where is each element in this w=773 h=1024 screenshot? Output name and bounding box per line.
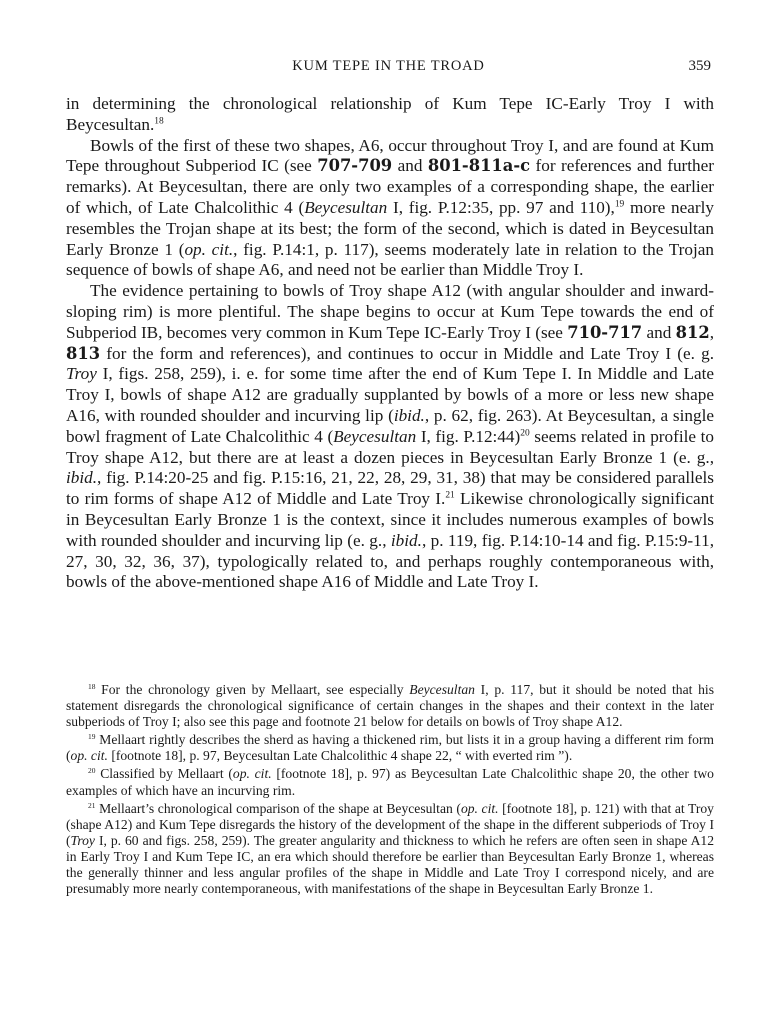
main-text (66, 94, 714, 593)
paragraph-3: The evidence pertaining to bowls of Troy shape A12 (with angular shoulder and inward-sloping rim) is more plentiful. The shape begins to occur at Kum Tepe towards the end of Subperiod IB, becomes very common in Kum Tepe IC-Early Troy I (see 710-717 and 812, 813 for the form and references), and continues to occur in Middle and Late Troy I (e. g. Troy I, figs. 258, 259), i. e. for some time after the end of Kum Tepe I. In Middle and Late Troy I, bowls of shape A12 are gradually supplanted by bowls of a more or less new shape A16, with rounded shoulder and incurving lip (ibid., p. 62, fig. 263). At Beycesultan, a single bowl fragment of Late Chalcolithic 4 (Beycesultan I, fig. P.12:44)$^{20}$ seems related in profile to Troy shape A12, but there are at least a dozen pieces in Beycesultan Early Bronze 1 (e. g., ibid., fig. P.14:20-25 and fig. P.15:16, 21, 22, 28, 29, 31, 38) that may be considered parallels to rim forms of shape A12 of Middle and Late Troy I.$^{21}$ Likewise chronologically significant in Beycesultan Early Bronze 1 is the context, since it includes numerous examples of bowls with rounded shoulder and incurving lip (e. g., ibid., p. 119, fig. P.14:10-14 and fig. P.15:9-11, 27, 30, 32, 36, 37), typologically related to, and perhaps roughly contemporaneous with, bowls of the above-mentioned shape A16 of Middle and Late Troy I. (66, 281, 715, 592)
footnote-20: $^{20}$ Classified by Mellaart (op. cit. [footnote 18], p. 97) as Beycesultan Late Chalcolithic shape 20, the other two examples of which have an incurving rim. (66, 766, 714, 798)
footnote-number: 20 (88, 766, 96, 776)
running-title: KUM TEPE IN THE TROAD (292, 58, 485, 74)
footnote-ref-18[interactable]: 18 (154, 116, 164, 127)
footnote-ref-21[interactable]: 21 (445, 490, 455, 501)
footnote-21: $^{21}$ Mellaart’s chronological comparison of the shape at Beycesultan (op. cit. [footnote 18], p. 121) with that at Troy (shape A12) and Kum Tepe disregards the history of the development of the shape in the different subperiods of Troy I (Troy I, p. 60 and figs. 258, 259). The greater angularity and thickness to which he refers are often seen in shape A12 in Early Troy I and Kum Tepe IC, an era which should therefore be earlier than Beycesultan Early Bronze 1, whereas the generally thinner and less angular profiles of the shape in Middle and Late Troy I correspond nicely, and are presumably more nearly contemporaneous, with manifestations of the shape in Beycesultan Early Bronze 1. (66, 800, 714, 897)
footnote-ref-20[interactable]: 20 (520, 428, 530, 439)
catalogue-ref: 801-811a-c (427, 156, 531, 176)
catalogue-ref: 813 (66, 343, 101, 363)
paragraph-1: in determining the chronological relationship of Kum Tepe IC-Early Troy I with Beycesultan.$^{18}$ (66, 94, 714, 134)
catalogue-ref: 710-717 (567, 322, 643, 342)
catalogue-ref: 812 (675, 322, 710, 342)
footnote-18: $^{18}$ For the chronology given by Mellaart, see especially Beycesultan I, p. 117, but it should be noted that his statement disregards the chronological significance of certain changes in the shapes and their context in the later subperiods of Troy I; also see this page and footnote 21 below for details on bowls of Troy shape A12. (66, 681, 714, 730)
footnote-number: 19 (88, 732, 96, 742)
footnotes (66, 682, 714, 897)
paragraph-2: Bowls of the first of these two shapes, A6, occur throughout Troy I, and are found at Kum Tepe throughout Subperiod IC (see 707-709 and 801-811a-c for references and further remarks). At Beycesultan, there are only two examples of a corresponding shape, the earlier of which, of Late Chalcolithic 4 (Beycesultan I, fig. P.12:35, pp. 97 and 110),$^{19}$ more nearly resembles the Trojan shape at its best; the form of the second, which is dated in Beycesultan Early Bronze 1 (op. cit., fig. P.14:1, p. 117), seems moderately late in relation to the Trojan sequence of bowls of shape A6, and need not be earlier than Middle Troy I. (66, 135, 715, 280)
running-header (66, 58, 711, 80)
footnote-number: 21 (88, 800, 96, 810)
footnote-19: $^{19}$ Mellaart rightly describes the sherd as having a thickened rim, but lists it in a group having a different rim form (op. cit. [footnote 18], p. 97, Beycesultan Late Chalcolithic 4 shape 22, “ with everted rim ”). (66, 732, 714, 764)
footnote-ref-19[interactable]: 19 (614, 199, 625, 210)
catalogue-ref: 707-709 (317, 156, 393, 176)
footnote-number: 18 (88, 681, 96, 691)
page-number: 359 (688, 58, 711, 74)
